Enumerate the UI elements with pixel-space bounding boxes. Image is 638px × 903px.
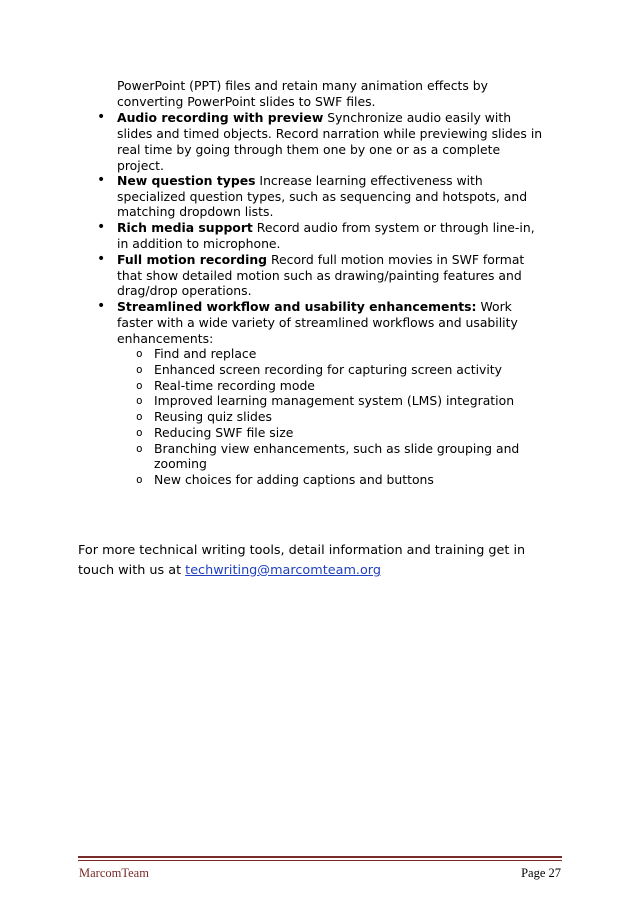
bullet-text: enhancements: bbox=[117, 331, 214, 346]
bullet-item-streamlined-workflow bbox=[117, 299, 512, 315]
bullet-text: Record full motion movies in SWF format bbox=[267, 252, 525, 267]
sub-list-item: Find and replace bbox=[154, 346, 257, 361]
sub-list-item: Reusing quiz slides bbox=[154, 409, 272, 424]
intro-line: converting PowerPoint slides to SWF files. bbox=[117, 94, 376, 109]
closing-paragraph-line bbox=[78, 563, 381, 579]
bullet-marker: • bbox=[97, 109, 106, 125]
bullet-text: Synchronize audio easily with bbox=[323, 110, 512, 125]
bullet-text: specialized question types, such as sequencing and hotspots, and bbox=[117, 189, 528, 204]
bullet-title: New question types bbox=[117, 173, 256, 188]
footer-rule bbox=[78, 860, 562, 861]
sub-list-item: Reducing SWF file size bbox=[154, 425, 294, 440]
sub-list-item: New choices for adding captions and buttons bbox=[154, 472, 434, 487]
bullet-text: that show detailed motion such as drawing/painting features and bbox=[117, 268, 522, 283]
sub-bullet-marker: o bbox=[136, 394, 143, 407]
bullet-text: real time by going through them one by one or as a complete bbox=[117, 142, 501, 157]
bullet-title: Full motion recording bbox=[117, 252, 268, 267]
sub-list-item: Improved learning management system (LMS) integration bbox=[154, 393, 515, 408]
bullet-title: Streamlined workflow and usability enhancements: bbox=[117, 299, 477, 314]
sub-list-item: Branching view enhancements, such as slide grouping and bbox=[154, 441, 520, 456]
sub-bullet-marker: o bbox=[136, 426, 143, 439]
bullet-text: matching dropdown lists. bbox=[117, 204, 274, 219]
bullet-text: drag/drop operations. bbox=[117, 283, 252, 298]
bullet-title: Audio recording with preview bbox=[117, 110, 324, 125]
bullet-text: faster with a wide variety of streamlined workflows and usability bbox=[117, 315, 518, 330]
bullet-title: Rich media support bbox=[117, 220, 253, 235]
sub-bullet-marker: o bbox=[136, 442, 143, 455]
bullet-item-audio-recording bbox=[117, 110, 511, 126]
intro-line: PowerPoint (PPT) files and retain many animation effects by bbox=[117, 78, 488, 93]
bullet-text: Increase learning effectiveness with bbox=[255, 173, 483, 188]
bullet-marker: • bbox=[97, 251, 106, 267]
sub-list-item-continuation: zooming bbox=[154, 456, 207, 471]
bullet-item-question-types bbox=[117, 173, 483, 189]
bullet-item-full-motion bbox=[117, 252, 524, 268]
bullet-text: in addition to microphone. bbox=[117, 236, 281, 251]
bullet-text: Work bbox=[476, 299, 512, 314]
email-link[interactable]: techwriting@marcomteam.org bbox=[185, 563, 381, 578]
bullet-marker: • bbox=[97, 298, 106, 314]
sub-list-item: Real-time recording mode bbox=[154, 378, 315, 393]
closing-text: touch with us at bbox=[78, 563, 186, 578]
closing-paragraph-line: For more technical writing tools, detail information and training get in bbox=[78, 543, 526, 558]
bullet-marker: • bbox=[97, 219, 106, 235]
sub-list-item: Enhanced screen recording for capturing screen activity bbox=[154, 362, 502, 377]
sub-bullet-marker: o bbox=[136, 473, 143, 486]
sub-bullet-marker: o bbox=[136, 347, 143, 360]
footer-page-number: Page 27 bbox=[521, 866, 561, 880]
sub-bullet-marker: o bbox=[136, 379, 143, 392]
footer-company-name: MarcomTeam bbox=[79, 866, 149, 880]
sub-bullet-marker: o bbox=[136, 410, 143, 423]
bullet-marker: • bbox=[97, 172, 106, 188]
bullet-item-rich-media bbox=[117, 220, 535, 236]
bullet-text: slides and timed objects. Record narration while previewing slides in bbox=[117, 126, 543, 141]
footer-rule bbox=[78, 856, 562, 858]
sub-bullet-marker: o bbox=[136, 363, 143, 376]
bullet-text: project. bbox=[117, 158, 164, 173]
bullet-text: Record audio from system or through line-in, bbox=[252, 220, 535, 235]
